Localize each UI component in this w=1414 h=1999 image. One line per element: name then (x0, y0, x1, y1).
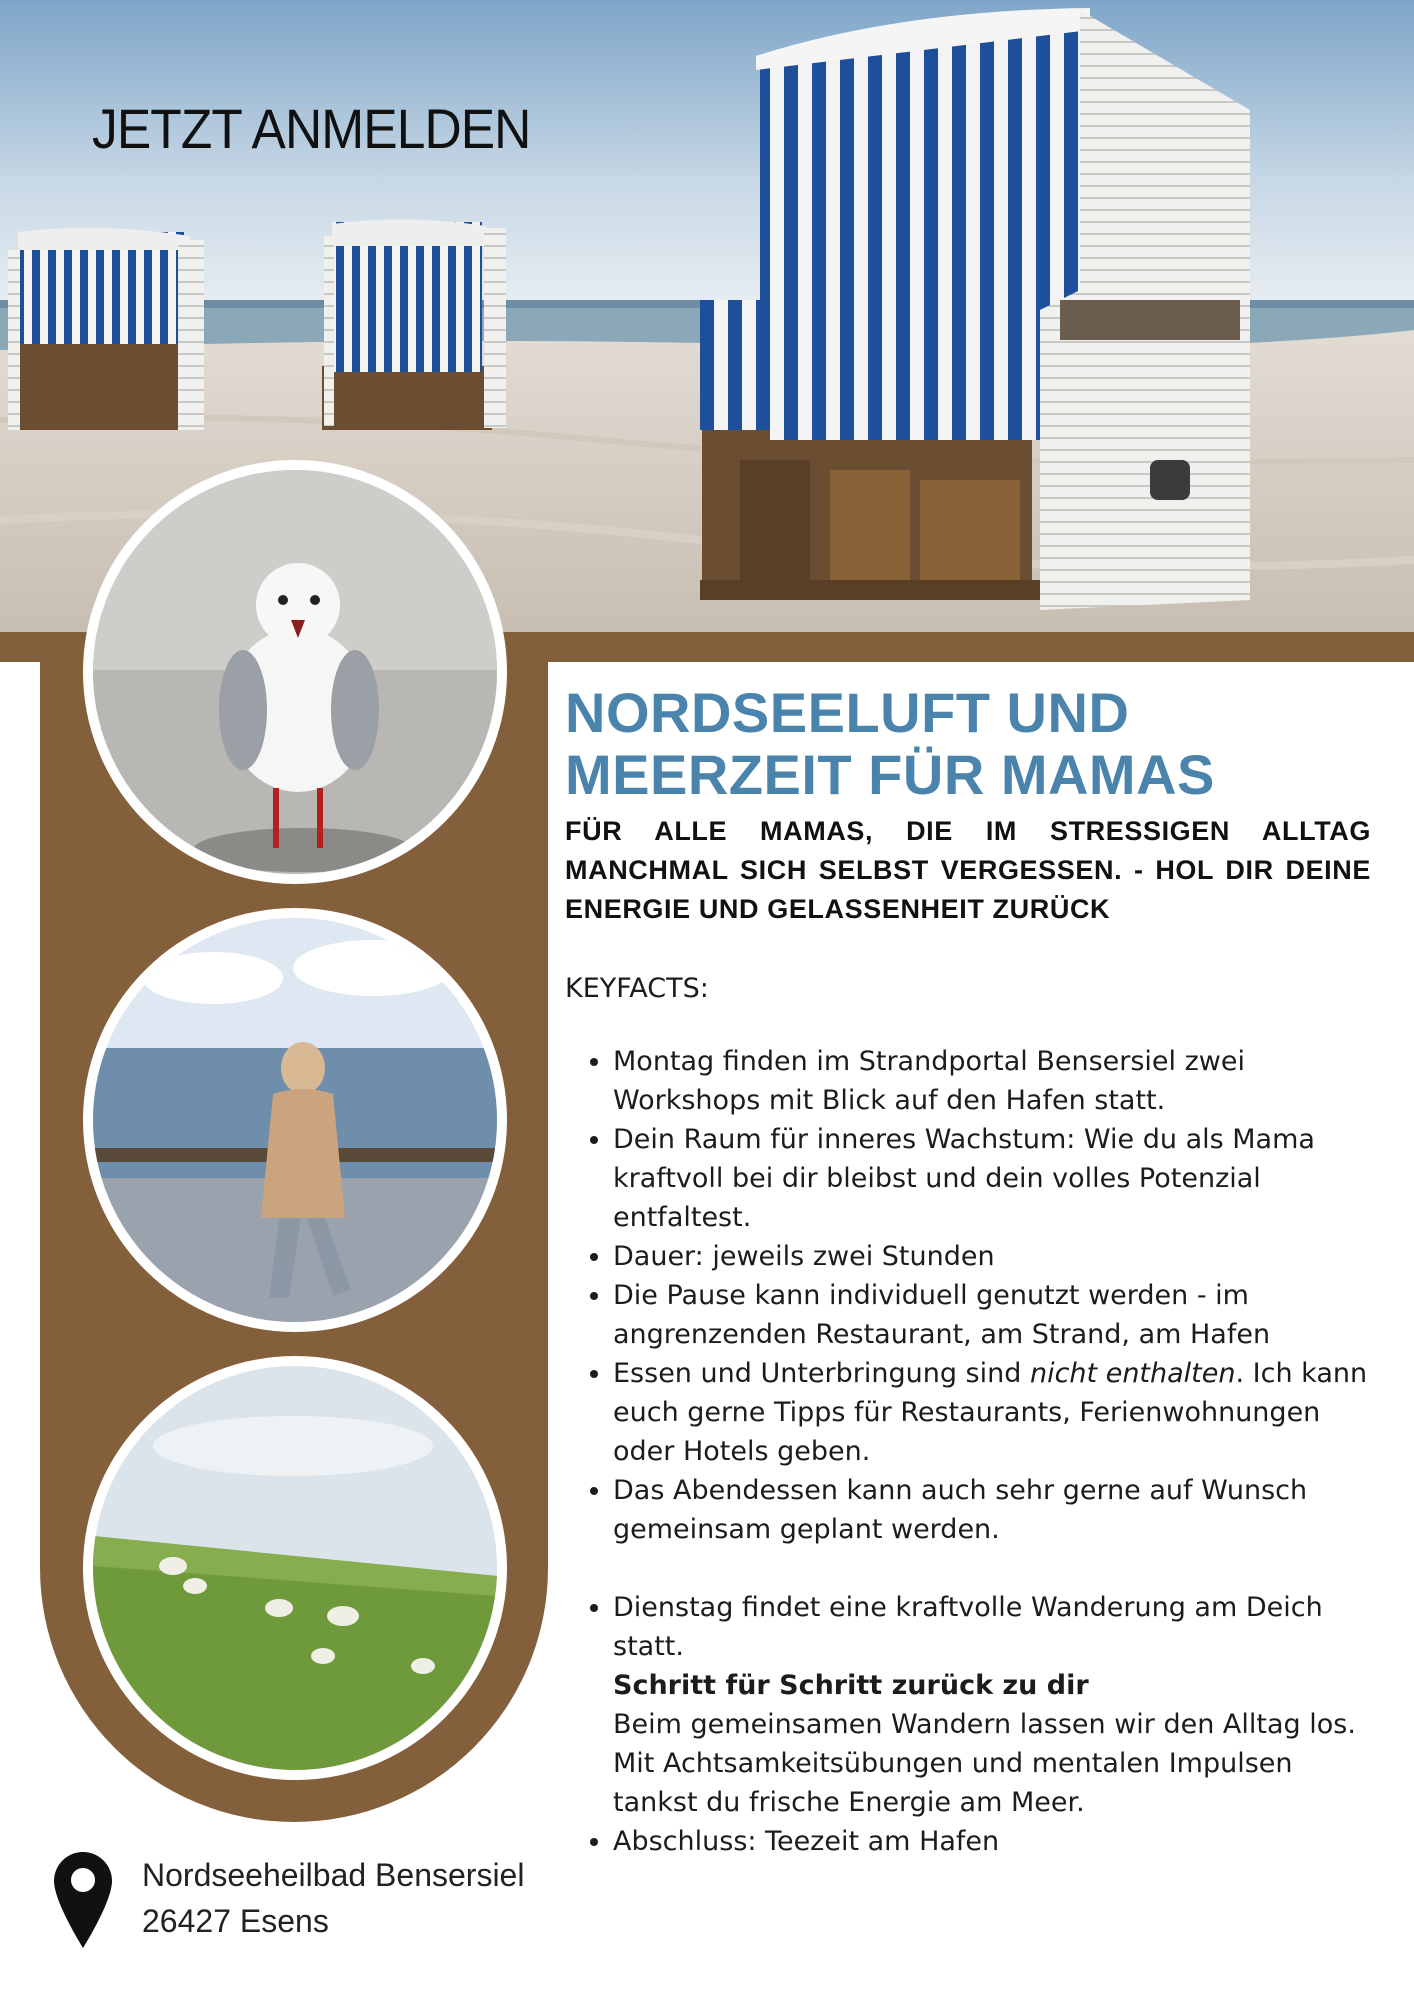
tuesday-body: Beim gemeinsamen Wandern lassen wir den Alltag los. Mit Achtsamkeitsübungen und mentalen Impulsen tankst du frische Energie am Meer. (613, 1709, 1356, 1818)
list-item: • Abschluss: Teezeit am Hafen (613, 1822, 1371, 1861)
food-fact-emphasis: nicht enthalten (1029, 1358, 1236, 1389)
list-item: • Die Pause kann individuell genutzt werden - im angrenzenden Restaurant, am Strand, am Hafen (613, 1276, 1371, 1354)
tuesday-heading: Schritt für Schritt zurück zu dir (613, 1670, 1089, 1701)
seagull-photo (83, 460, 507, 884)
list-item: • Dauer: jeweils zwei Stunden (613, 1237, 1371, 1276)
list-item: • Montag finden im Strandportal Bensersiel zwei Workshops mit Blick auf den Hafen statt. (613, 1042, 1371, 1120)
food-fact-after: . Ich kann euch gerne Tipps für Restaurants, Ferienwohnungen oder Hotels geben. (613, 1358, 1368, 1467)
main-content (565, 682, 1371, 1861)
address-line-1: Nordseeheilbad Bensersiel (142, 1857, 525, 1893)
list-item (613, 1588, 1371, 1822)
list-item: • Dein Raum für inneres Wachstum: Wie du als Mama kraftvoll bei dir bleibst und dein volles Potenzial entfaltest. (613, 1120, 1371, 1237)
tuesday-intro: • Dienstag findet eine kraftvolle Wanderung am Deich statt. (613, 1592, 1323, 1662)
keyfacts-label: KEYFACTS: (565, 973, 709, 1004)
address-line-2: 26427 Esens (142, 1903, 329, 1939)
title-line-1: NORDSEELUFT UND (565, 681, 1130, 744)
woman-on-promenade-photo (83, 908, 507, 1332)
food-fact-before: Essen und Unterbringung sind (613, 1358, 1030, 1389)
sheep-on-dike-photo (83, 1356, 507, 1780)
address (142, 1852, 524, 1944)
list-item (613, 1354, 1371, 1471)
keyfacts-list (565, 1042, 1371, 1861)
title-line-2: MEERZEIT FÜR MAMAS (565, 743, 1215, 806)
register-now-button[interactable]: JETZT ANMELDEN (92, 97, 531, 160)
map-pin-icon (54, 1852, 112, 1948)
list-item: • Das Abendessen kann auch sehr gerne auf Wunsch gemeinsam geplant werden. (613, 1471, 1371, 1549)
page-title (565, 682, 1371, 806)
subtitle: FÜR ALLE MAMAS, DIE IM STRESSIGEN ALLTAG MANCHMAL SICH SELBST VERGESSEN. - HOL DIR DEINE ENERGIE UND GELASSENHEIT ZURÜCK (565, 816, 1371, 924)
